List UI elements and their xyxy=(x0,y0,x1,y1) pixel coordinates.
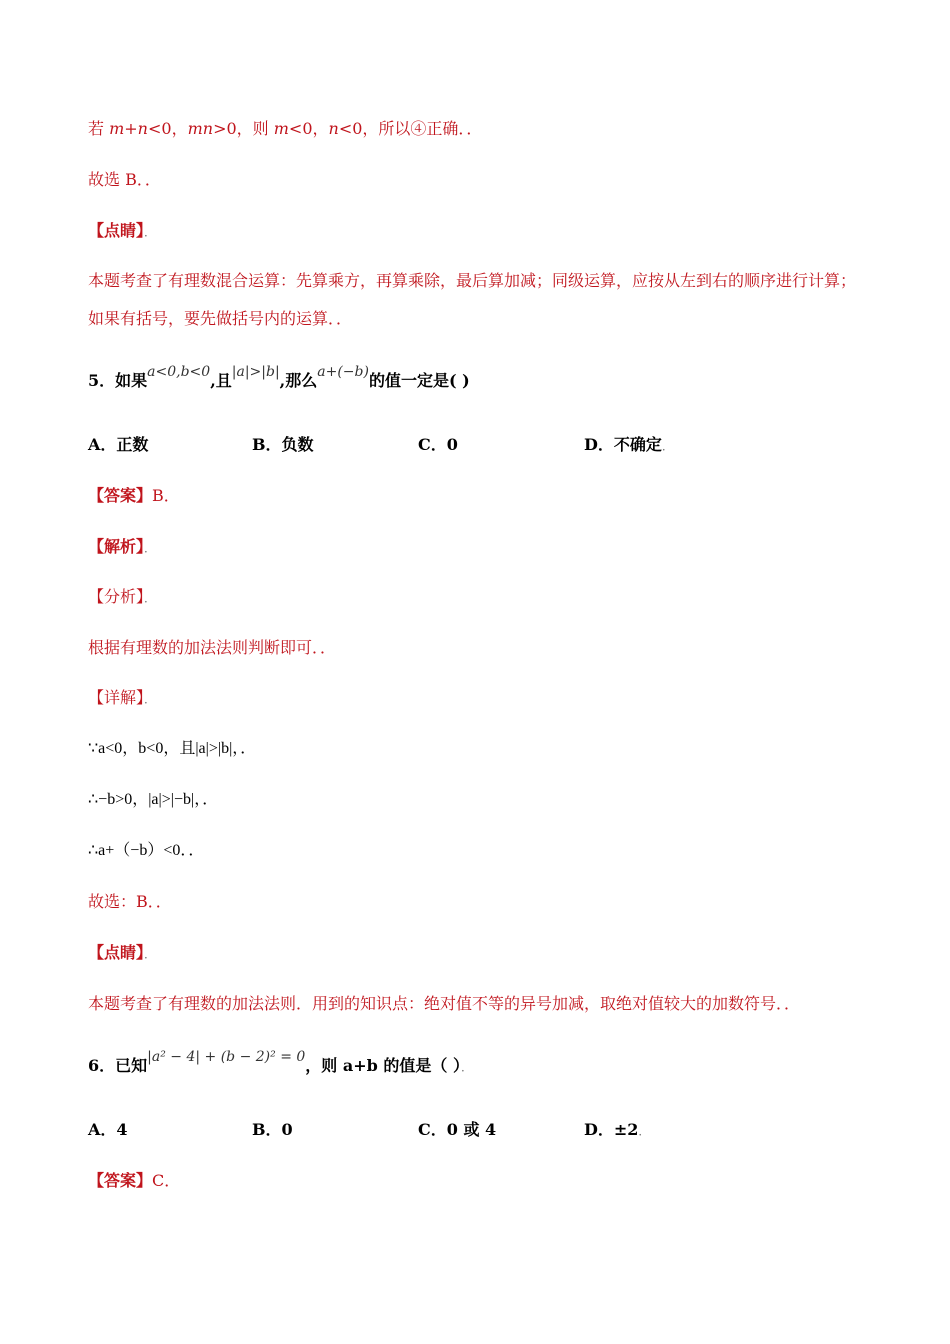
q5-step-2: ∴−b>0，|a|>|−b|，． xyxy=(88,791,219,808)
q5-xiangjie-heading xyxy=(88,687,156,710)
prev-summary-paragraph: 本题考查了有理数混合运算：先算乘方，再算乘除，最后算加减；同级运算，应按从左到右的顺序进行计算；如果有括号，要先做括号内的运算．． xyxy=(88,271,857,328)
var-mn: mn xyxy=(187,119,214,138)
text-segment: 若 xyxy=(88,119,110,138)
q5-option-c[interactable]: C．0 xyxy=(418,435,458,454)
q5-jiexi-heading xyxy=(88,536,156,559)
q5-summary: 本题考查了有理数的加法法则．用到的知识点：绝对值不等的异号加减，取绝对值较大的加数符号．． xyxy=(88,994,801,1013)
var-m: m xyxy=(273,119,289,138)
var-m: m xyxy=(109,119,125,138)
q5-step-4: 故选：B．． xyxy=(88,892,172,911)
math-formula: a<0,b<0 xyxy=(147,364,211,380)
option-label: D．±2 xyxy=(584,1120,639,1139)
text-segment: ，则 a+b 的值是（ ） xyxy=(305,1056,461,1075)
q6-option-d[interactable] xyxy=(584,1119,650,1142)
q5-option-a[interactable]: A．正数 xyxy=(88,435,149,454)
answer-label: 【答案】 xyxy=(88,1171,153,1190)
q5-dianjing-heading xyxy=(88,942,156,965)
answer-label: 【答案】 xyxy=(88,486,153,505)
q6-stem xyxy=(88,1049,473,1078)
prev-dianjing-heading xyxy=(88,220,156,243)
dot-mark: ． xyxy=(144,947,157,961)
q5-option-b[interactable]: B．负数 xyxy=(252,435,314,454)
q6-option-a[interactable]: A．4 xyxy=(88,1120,128,1139)
q5-fenxi-text: 根据有理数的加法法则判断即可．． xyxy=(88,638,337,657)
q5-answer xyxy=(88,485,180,507)
dot-mark: ． xyxy=(661,439,674,453)
math-formula: |a² − 4| + (b − 2)² = 0 xyxy=(147,1049,306,1065)
math-formula: |a|>|b| xyxy=(231,364,280,380)
q6-option-c[interactable]: C．0 或 4 xyxy=(418,1120,497,1139)
xiangjie-label: 【详解】 xyxy=(88,688,145,707)
fenxi-label: 【分析】 xyxy=(88,587,145,606)
dot-mark: ． xyxy=(144,692,157,706)
dot-mark: ． xyxy=(144,591,157,605)
text-segment: >0，则 xyxy=(213,119,274,138)
text-segment: <0，所以④正确．． xyxy=(338,119,483,138)
q6-option-b[interactable]: B．0 xyxy=(252,1120,293,1139)
text-segment: ,且 xyxy=(210,371,232,390)
q5-step-1: ∵a<0，b<0，且|a|>|b|，． xyxy=(88,740,257,757)
text-segment: ,那么 xyxy=(279,371,318,390)
dot-mark: ． xyxy=(460,1060,473,1074)
math-formula: a+(−b) xyxy=(317,364,369,380)
answer-value: C． xyxy=(152,1171,181,1190)
q5-step-3: ∴a+（−b）<0．． xyxy=(88,842,205,859)
var-n: n xyxy=(137,119,148,138)
q6-answer xyxy=(88,1170,180,1192)
q5-stem xyxy=(88,364,470,393)
text-segment: 6．已知 xyxy=(88,1056,148,1075)
jiexi-label: 【解析】 xyxy=(88,537,145,556)
prev-conclusion-line xyxy=(88,118,482,140)
dianjing-label: 【点睛】 xyxy=(88,943,145,962)
text-segment: <0， xyxy=(288,119,329,138)
text-segment: + xyxy=(124,119,138,138)
dot-mark: ． xyxy=(144,225,157,239)
q5-fenxi-heading xyxy=(88,586,156,609)
dot-mark: ． xyxy=(638,1124,651,1138)
text-segment: 的值一定是( ) xyxy=(368,371,470,390)
option-label: D．不确定 xyxy=(584,435,662,454)
answer-value: B． xyxy=(152,486,180,505)
dot-mark: ． xyxy=(144,541,157,555)
dianjing-label: 【点睛】 xyxy=(88,221,145,240)
prev-choice-line: 故选 B．． xyxy=(88,170,161,189)
var-n: n xyxy=(328,119,339,138)
text-segment: <0， xyxy=(147,119,188,138)
q5-option-d[interactable] xyxy=(584,434,674,457)
text-segment: 5．如果 xyxy=(88,371,148,390)
